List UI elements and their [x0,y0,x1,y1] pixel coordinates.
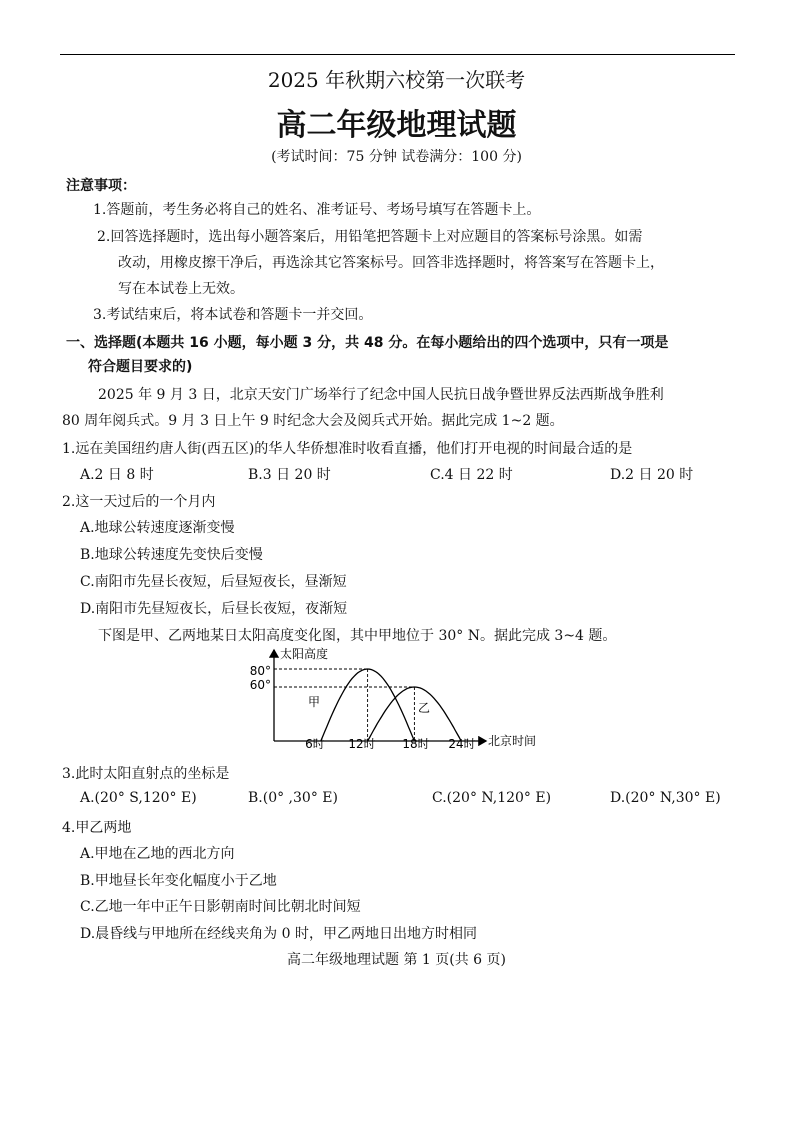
question-4-option-a: A.甲地在乙地的西北方向 [80,846,235,862]
top-rule [60,54,735,55]
question-1-stem: 1.远在美国纽约唐人街(西五区)的华人华侨想准时收看直播，他们打开电视的时间最合适的是 [62,441,633,457]
page-footer: 高二年级地理试题 第 1 页(共 6 页) [287,952,506,968]
series-label-jia: 甲 [308,695,321,709]
x-tick-label: 18时 [402,737,430,751]
question-3-option-d: D.(20° N,30° E) [610,790,721,806]
notice-item-1: 1.答题前，考生务必将自己的姓名、准考证号、考场号填写在答题卡上。 [93,202,541,218]
question-1-option-d: D.2 日 20 时 [610,467,694,483]
question-3-option-a: A.(20° S,120° E) [80,790,197,806]
y-tick-label: 80° [249,664,271,678]
section-heading-line-1: 一、选择题(本题共 16 小题，每小题 3 分，共 48 分。在每小题给出的四个选项中，只有一项是 [66,335,669,351]
passage-2: 下图是甲、乙两地某日太阳高度变化图，其中甲地位于 30° N。据此完成 3~4 题。 [98,628,617,644]
y-tick-label: 60° [249,678,271,692]
notice-heading: 注意事项： [66,178,136,194]
notice-item-2-line-2: 改动，用橡皮擦干净后，再选涂其它答案标号。回答非选择题时，将答案写在答题卡上， [118,255,664,271]
question-2-option-d: D.南阳市先昼短夜长，后昼长夜短，夜渐短 [80,601,348,617]
page-title: 高二年级地理试题 [276,108,517,143]
question-1-option-a: A.2 日 8 时 [80,467,154,483]
question-4-stem: 4.甲乙两地 [62,820,132,836]
question-1-option-b: B.3 日 20 时 [248,467,331,483]
exam-time-info: (考试时间：75 分钟 试卷满分：100 分) [271,149,522,165]
sun-altitude-chart [240,642,560,754]
question-3-option-c: C.(20° N,120° E) [432,790,552,806]
question-3-option-b: B.(0° ,30° E) [248,790,338,806]
x-tick-label: 6时 [305,737,325,751]
question-4-option-b: B.甲地昼长年变化幅度小于乙地 [80,873,277,889]
x-tick-label: 24时 [448,737,476,751]
x-axis-label: 北京时间 [488,734,537,748]
question-2-option-a: A.地球公转速度逐渐变慢 [80,520,235,536]
question-2-option-c: C.南阳市先昼长夜短，后昼短夜长，昼渐短 [80,574,347,590]
passage-1-line-2: 80 周年阅兵式。9 月 3 日上午 9 时纪念大会及阅兵式开始。据此完成 1~2 题。 [62,413,564,429]
section-heading-line-2: 符合题目要求的) [88,359,193,375]
exam-name: 2025 年秋期六校第一次联考 [267,68,526,92]
question-3-stem: 3.此时太阳直射点的坐标是 [62,766,230,782]
notice-item-2-line-3: 写在本试卷上无效。 [118,281,244,297]
series-label-yi: 乙 [418,701,431,715]
y-axis-label: 太阳高度 [280,647,329,661]
x-tick-label: 12时 [348,737,376,751]
notice-item-2-line-1: 2.回答选择题时，选出每小题答案后，用铅笔把答题卡上对应题目的答案标号涂黑。如需 [97,229,643,245]
question-2-option-b: B.地球公转速度先变快后变慢 [80,547,263,563]
notice-item-3: 3.考试结束后，将本试卷和答题卡一并交回。 [93,307,373,323]
question-1-option-c: C.4 日 22 时 [430,467,513,483]
question-4-option-d: D.晨昏线与甲地所在经线夹角为 0 时，甲乙两地日出地方时相同 [80,926,477,942]
question-2-stem: 2.这一天过后的一个月内 [62,494,216,510]
question-4-option-c: C.乙地一年中正午日影朝南时间比朝北时间短 [80,899,361,915]
passage-1-line-1: 2025 年 9 月 3 日，北京天安门广场举行了纪念中国人民抗日战争暨世界反法西斯战争胜利 [98,387,664,403]
